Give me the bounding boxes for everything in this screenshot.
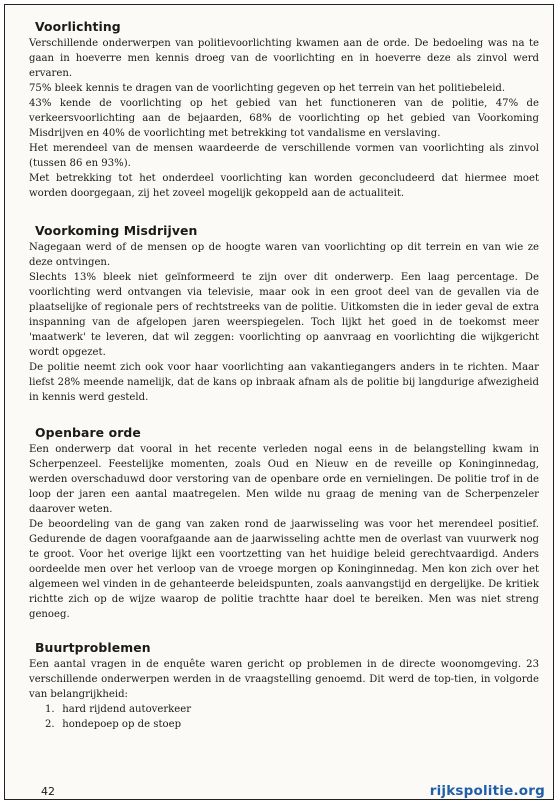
paragraph: 75% bleek kennis te dragen van de voorlichting gegeven op het terrein van het politiebeleid.	[29, 83, 506, 94]
list-item-number: 2.	[45, 719, 55, 730]
list-item-text: hondepoep op de stoep	[62, 719, 182, 730]
list-item	[45, 717, 539, 732]
document-page	[4, 4, 554, 800]
paragraph: Het merendeel van de mensen waardeerde de verschillende vormen van voorlichting als zinvol (tussen 86 en 93%).	[29, 143, 539, 169]
list-item	[45, 702, 539, 717]
ranked-list	[29, 702, 539, 732]
section-voorlichting	[25, 19, 539, 201]
paragraph: Een aantal vragen in de enquête waren gericht op problemen in de directe woonomgeving. 23 verschillende onderwerpen werden in de vraagstelling genoemd. Dit werd de top-tien, in volgorde van belangrijkheid:	[29, 659, 539, 700]
paragraph: Slechts 13% bleek niet geïnformeerd te zijn over dit onderwerp. Een laag percentage. De voorlichting werd ontvangen via televisie, maar ook in een groot deel van de gevallen via de plaatselijke of regionale pers of rechtstreeks van de politie. Uitkomsten die in ieder geval de extra inspanning van de afgelopen jaren weerspiegelen. Toch lijkt het goed in de toekomst meer 'maatwerk' te leveren, dat wil zeggen: voorlichting op aanvraag en voorlichting die wijkgericht wordt opgezet.	[29, 272, 539, 358]
section-openbare-orde	[25, 425, 539, 622]
paragraph: De beoordeling van de gang van zaken rond de jaarwisseling was voor het merendeel positief. Gedurende de dagen voorafgaande aan de jaarwisseling achtte men de overlast van vuurwerk nog te groot. Voor het overige lijkt een voortzetting van het huidige beleid gerechtvaardigd. Anders oordeelde men over het verloop van de vroege morgen op Koninginnedag. Men kon zich over het algemeen wel vinden in de gehanteerde beleidspunten, zoals aanvangstijd en dergelijke. De kritiek richtte zich op de wijze waarop de politie trachtte haar doel te bereiken. Men was niet streng genoeg.	[29, 519, 539, 620]
section-voorkoming-misdrijven	[25, 223, 539, 405]
paragraph: Nagegaan werd of de mensen op de hoogte waren van voorlichting op dit terrein en van wie ze deze ontvingen.	[29, 242, 539, 268]
list-item-number: 1.	[45, 704, 55, 715]
paragraph: Met betrekking tot het onderdeel voorlichting kan worden geconcludeerd dat hiermee moet worden doorgegaan, zij het zoveel mogelijk gekoppeld aan de actualiteit.	[29, 173, 539, 199]
page-content	[25, 19, 539, 748]
section-buurtproblemen	[25, 640, 539, 732]
watermark-logo: rijkspolitie.org	[429, 783, 545, 799]
section-heading: Voorkoming Misdrijven	[35, 223, 198, 238]
section-heading: Voorlichting	[35, 19, 121, 34]
paragraph: 43% kende de voorlichting op het gebied van het functioneren van de politie, 47% de verkeersvoorlichting aan de bejaarden, 68% de voorlichting op het gebied van Voorkoming Misdrijven en 40% de voorlichting met betrekking tot vandalisme en verslaving.	[29, 98, 539, 139]
page-number: 42	[41, 785, 55, 798]
section-heading: Buurtproblemen	[35, 640, 151, 655]
section-heading: Openbare orde	[35, 425, 141, 440]
list-item-text: hard rijdend autoverkeer	[62, 704, 192, 715]
paragraph: Een onderwerp dat vooral in het recente verleden nogal eens in de belangstelling kwam in Scherpenzeel. Feestelijke momenten, zoals Oud en Nieuw en de reveille op Koninginnedag, werden overschaduwd door verstoring van de openbare orde en vernielingen. De politie trof in de loop der jaren een aantal maatregelen. Men wilde nu graag de mening van de Scherpenzeler daarover weten.	[29, 444, 539, 515]
paragraph: De politie neemt zich ook voor haar voorlichting aan vakantiegangers anders in te richten. Maar liefst 28% meende namelijk, dat de kans op inbraak afnam als de politie bij langdurige afwezigheid in kennis werd gesteld.	[29, 362, 539, 403]
paragraph: Verschillende onderwerpen van politievoorlichting kwamen aan de orde. De bedoeling was na te gaan in hoeverre men kennis droeg van de voorlichting en in hoeverre deze als zinvol werd ervaren.	[29, 38, 539, 79]
